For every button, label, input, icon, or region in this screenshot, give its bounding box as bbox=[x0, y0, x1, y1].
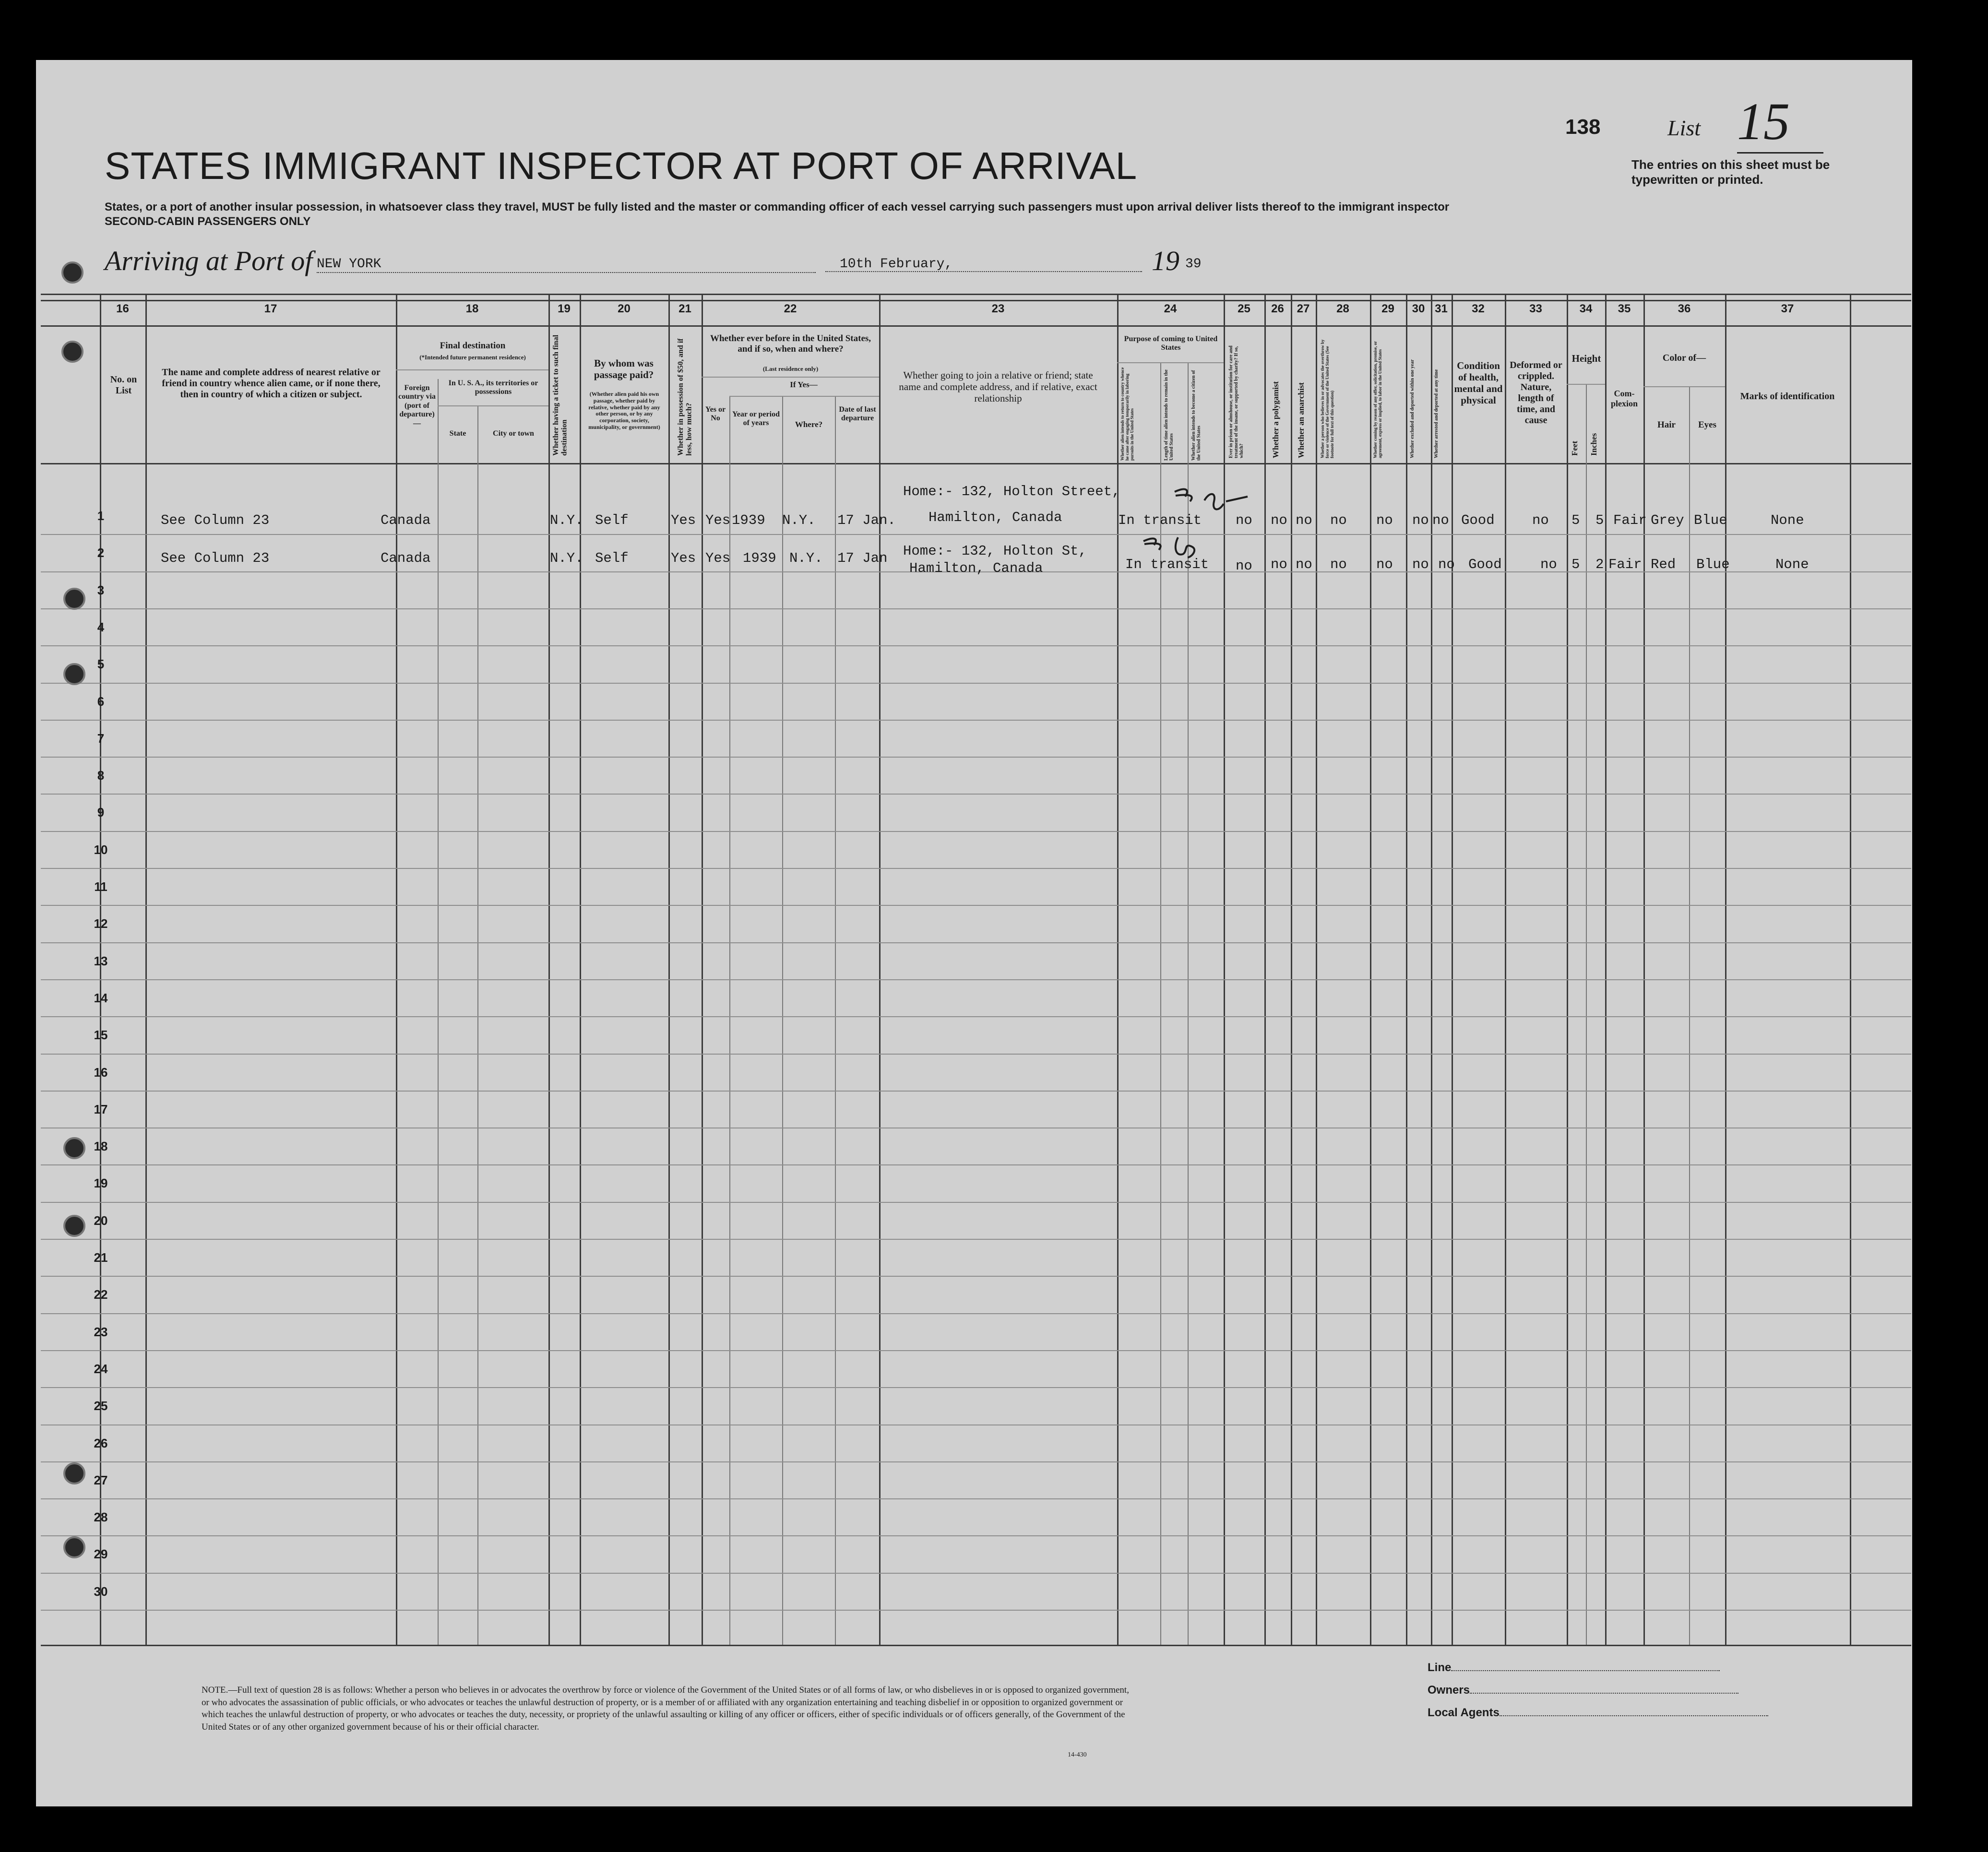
row-number: 30 bbox=[94, 1584, 108, 1599]
header-ever-before-note: (Last residence only) bbox=[762, 365, 819, 372]
row-rule bbox=[41, 1387, 1911, 1388]
foreign-country-cell: Canada bbox=[381, 550, 431, 566]
row-number: 19 bbox=[94, 1176, 108, 1190]
column-number: 32 bbox=[1472, 302, 1485, 315]
row-rule bbox=[41, 608, 1911, 609]
column-number: 28 bbox=[1336, 302, 1349, 315]
port-field bbox=[317, 257, 816, 273]
row-rule bbox=[41, 868, 1911, 869]
binder-hole bbox=[63, 588, 85, 610]
column-number: 31 bbox=[1435, 302, 1448, 315]
header-fifty-dollars: Whether in possession of $50, and if less, how much? bbox=[677, 338, 693, 456]
last-departure-cell: 17 Jan. bbox=[837, 512, 896, 528]
row-number: 25 bbox=[94, 1399, 108, 1413]
binder-hole bbox=[63, 1536, 85, 1558]
column-number: 16 bbox=[116, 302, 129, 315]
joining-line-1: Home:- 132, Holton St, bbox=[903, 543, 1087, 559]
row-number: 12 bbox=[94, 916, 108, 931]
header-height: Height bbox=[1571, 353, 1601, 364]
list-label: List bbox=[1667, 116, 1701, 140]
row-number: 7 bbox=[97, 731, 105, 746]
column-number: 36 bbox=[1678, 302, 1691, 315]
year-suffix: 39 bbox=[1185, 257, 1202, 272]
header-deformed: Deformed or crippled. Nature, length of time, and cause bbox=[1510, 360, 1562, 426]
polygamist-cell: no bbox=[1271, 557, 1287, 572]
passage-paid-cell: Self bbox=[595, 550, 629, 566]
list-number: 15 bbox=[1737, 91, 1823, 154]
row-number: 16 bbox=[94, 1065, 108, 1080]
header-purpose-a: Whether alien intends to return to country whence he came after engaging temporarily in laboring pursuits in the United States bbox=[1120, 367, 1134, 461]
header-state: State bbox=[449, 429, 466, 438]
row-number: 2 bbox=[97, 546, 105, 560]
column-number: 34 bbox=[1579, 302, 1593, 315]
purpose-cell: In transit bbox=[1118, 512, 1202, 528]
date-field bbox=[825, 257, 1142, 272]
column-number: 18 bbox=[465, 302, 479, 315]
q29-cell: no bbox=[1376, 557, 1393, 572]
row-number: 4 bbox=[97, 620, 105, 634]
row-rule bbox=[41, 1016, 1911, 1017]
row-rule bbox=[41, 1498, 1911, 1499]
hair-cell: Red bbox=[1651, 557, 1676, 572]
passage-paid-cell: Self bbox=[595, 512, 629, 528]
row-rule bbox=[41, 1091, 1911, 1092]
has-fifty-cell: Yes bbox=[671, 550, 696, 566]
q30-cell: no bbox=[1412, 557, 1429, 572]
row-rule bbox=[41, 1239, 1911, 1240]
header-anarchist: Whether an anarchist bbox=[1297, 382, 1306, 458]
row-rule bbox=[41, 979, 1911, 980]
column-number: 20 bbox=[618, 302, 631, 315]
q31-cell: no bbox=[1432, 512, 1449, 528]
column-number: 27 bbox=[1297, 302, 1310, 315]
column-number: 35 bbox=[1618, 302, 1631, 315]
header-polygamist: Whether a polygamist bbox=[1271, 381, 1280, 458]
header-final-destination: Final destination bbox=[440, 341, 506, 351]
column-number: 23 bbox=[991, 302, 1005, 315]
header-color-of: Color of— bbox=[1662, 353, 1706, 363]
feet-cell: 5 bbox=[1571, 557, 1580, 572]
handwritten-mark bbox=[1171, 482, 1252, 525]
binder-hole bbox=[61, 261, 83, 284]
header-city: City or town bbox=[493, 429, 534, 438]
row-rule bbox=[41, 831, 1911, 832]
row-number: 27 bbox=[94, 1473, 108, 1487]
year-prefix: 19 bbox=[1152, 245, 1179, 276]
before-year-cell: 1939 bbox=[743, 550, 776, 566]
column-number: 30 bbox=[1412, 302, 1425, 315]
q31-cell: no bbox=[1438, 557, 1455, 572]
complexion-cell: Fair bbox=[1608, 557, 1642, 572]
header-joining: Whether going to join a relative or friend; state name and complete address, and if relative, exact relationship bbox=[899, 369, 1097, 404]
column-number: 26 bbox=[1271, 302, 1284, 315]
row-rule bbox=[41, 757, 1911, 758]
row-rule bbox=[41, 1535, 1911, 1536]
deformed-cell: no bbox=[1532, 512, 1549, 528]
inches-cell: 5 bbox=[1595, 512, 1604, 528]
sheet-number: 138 bbox=[1565, 115, 1601, 139]
header-ticket: Whether having a ticket to such final destination bbox=[552, 334, 569, 456]
manifest-sheet bbox=[36, 60, 1912, 1806]
before-yesno-cell: Yes bbox=[705, 512, 731, 528]
row-rule bbox=[41, 1573, 1911, 1574]
joining-line-1: Home:- 132, Holton Street, bbox=[903, 484, 1120, 499]
hair-cell: Grey bbox=[1651, 512, 1684, 528]
row-rule bbox=[41, 645, 1911, 646]
before-year-cell: 1939 bbox=[732, 512, 765, 528]
polygamist-cell: no bbox=[1271, 512, 1287, 528]
column-number: 29 bbox=[1381, 302, 1394, 315]
row-rule bbox=[41, 1202, 1911, 1203]
date-value: 10th February, bbox=[840, 257, 953, 272]
header-prison: Ever in prison or almshouse, or institution for care and treatment of the insane, or supported by charity? If so, which? bbox=[1228, 345, 1244, 458]
row-number: 15 bbox=[94, 1028, 108, 1042]
row-rule bbox=[41, 1276, 1911, 1277]
eyes-cell: Blue bbox=[1696, 557, 1730, 572]
column-number: 37 bbox=[1781, 302, 1794, 315]
has-fifty-cell: Yes bbox=[671, 512, 696, 528]
line-field bbox=[1428, 1658, 1720, 1674]
row-number: 28 bbox=[94, 1510, 108, 1524]
row-rule bbox=[41, 1164, 1911, 1165]
row-rule bbox=[41, 1350, 1911, 1351]
row-rule bbox=[41, 905, 1911, 906]
marks-cell: None bbox=[1775, 557, 1809, 572]
handwritten-mark bbox=[1140, 533, 1221, 566]
anarchist-cell: no bbox=[1296, 557, 1312, 572]
header-q28: Whether a person who believes in or advocates the overthrow by force or violence of the Government of the United States (See footnote for full text of this question) bbox=[1320, 339, 1334, 458]
column-number: 24 bbox=[1164, 302, 1177, 315]
header-final-destination-note: (*Intended future permanent residence) bbox=[419, 354, 526, 361]
row-number: 21 bbox=[94, 1250, 108, 1265]
before-where-cell: N.Y. bbox=[782, 512, 816, 528]
binder-hole bbox=[63, 1137, 85, 1159]
last-departure-cell: 17 Jan bbox=[837, 550, 888, 566]
question-28-note: NOTE.—Full text of question 28 is as follows: Whether a person who believes in or advocates the overthrow by force or violence of the Government of the United States or of all forms of law, or who disbelieves in or is opposed to organized government, or who advocates the assassination of public officials, or who advocates or teaches the unlawful destruction of property, or is a member of or affiliated with any organization entertaining and teaching disbelief in or opposition to organized government or which teaches the unlawful destruction of property, or who advocates or teaches the duty, necessity, or propriety of the unlawful assaulting or killing of any officer or officers, either of specific individuals or of officers generally, of the Government of the United States or of any other organized government because of his or their official character. bbox=[202, 1685, 1129, 1732]
row-number: 11 bbox=[94, 879, 107, 894]
binder-hole bbox=[61, 341, 83, 363]
header-purpose: Purpose of coming to United States bbox=[1124, 335, 1218, 352]
prison-cell: no bbox=[1236, 512, 1252, 528]
header-last-departure: Date of last departure bbox=[839, 405, 876, 423]
form-title: STATES IMMIGRANT INSPECTOR AT PORT OF ARRIVAL bbox=[105, 144, 1138, 187]
header-where: Where? bbox=[795, 420, 823, 429]
anarchist-cell: no bbox=[1296, 512, 1312, 528]
form-code: 14-430 bbox=[1068, 1751, 1087, 1758]
q29-cell: no bbox=[1376, 512, 1393, 528]
q28-cell: no bbox=[1330, 557, 1347, 572]
owners-label: Owners bbox=[1428, 1684, 1470, 1697]
header-purpose-b: Length of time alien intends to remain in the United States bbox=[1164, 369, 1174, 461]
header-feet: Feet bbox=[1570, 440, 1579, 456]
row-rule bbox=[41, 683, 1911, 684]
before-yesno-cell: Yes bbox=[705, 550, 731, 566]
deformed-cell: no bbox=[1540, 557, 1557, 572]
column-number: 21 bbox=[679, 302, 691, 315]
row-rule bbox=[41, 1054, 1911, 1055]
header-year: Year or period of years bbox=[732, 410, 780, 427]
column-number: 22 bbox=[784, 302, 797, 315]
row-rule bbox=[41, 1461, 1911, 1462]
header-yes-no: Yes or No bbox=[705, 405, 726, 423]
before-where-cell: N.Y. bbox=[789, 550, 823, 566]
column-number: 25 bbox=[1238, 302, 1250, 315]
owners-field bbox=[1428, 1680, 1738, 1697]
row-number: 14 bbox=[94, 991, 108, 1005]
port-value: NEW YORK bbox=[317, 257, 381, 272]
header-ever-before: Whether ever before in the United States, and if so, when and where? bbox=[710, 333, 871, 354]
row-number: 18 bbox=[94, 1139, 108, 1153]
row-number: 24 bbox=[94, 1362, 108, 1376]
q28-cell: no bbox=[1330, 512, 1347, 528]
relative-cell: See Column 23 bbox=[161, 512, 270, 528]
header-relative: The name and complete address of nearest relative or friend in country whence alien came, or if none there, then in country of which a citizen or subject. bbox=[162, 367, 381, 400]
row-number: 13 bbox=[94, 954, 108, 968]
row-rule bbox=[41, 942, 1911, 943]
header-q29: Whether coming by reason of any offer, solicitation, promise, or agreement, express or implied, to labor in the United States bbox=[1373, 341, 1382, 458]
binder-hole bbox=[63, 1462, 85, 1484]
header-eyes: Eyes bbox=[1698, 420, 1716, 430]
header-marks: Marks of identification bbox=[1740, 391, 1835, 402]
header-no-on-list: No. on List bbox=[110, 374, 137, 396]
column-number: 33 bbox=[1529, 302, 1542, 315]
column-number: 17 bbox=[264, 302, 277, 315]
row-number: 29 bbox=[94, 1547, 108, 1561]
joining-line-2: Hamilton, Canada bbox=[909, 560, 1043, 576]
marks-cell: None bbox=[1771, 512, 1804, 528]
row-number: 22 bbox=[94, 1287, 108, 1302]
binder-hole bbox=[63, 663, 85, 685]
inches-cell: 2 bbox=[1595, 557, 1604, 572]
binder-hole bbox=[63, 1215, 85, 1237]
row-number: 3 bbox=[97, 583, 105, 597]
health-cell: Good bbox=[1461, 512, 1495, 528]
feet-cell: 5 bbox=[1571, 512, 1580, 528]
complexion-cell: Fair bbox=[1613, 512, 1647, 528]
header-foreign-country: Foreign country via (port of departure)— bbox=[398, 384, 436, 427]
row-rule bbox=[41, 1610, 1911, 1611]
row-number: 26 bbox=[94, 1436, 108, 1450]
arriving-label: Arriving at Port of bbox=[105, 245, 313, 276]
second-cabin-label: SECOND-CABIN PASSENGERS ONLY bbox=[105, 215, 311, 228]
header-passage-paid: By whom was passage paid? bbox=[594, 357, 654, 381]
row-rule bbox=[41, 794, 1911, 795]
row-number: 20 bbox=[94, 1213, 108, 1228]
row-number: 1 bbox=[97, 509, 105, 523]
foreign-country-cell: Canada bbox=[381, 512, 431, 528]
ticket-cell: N.Y. bbox=[550, 512, 583, 528]
row-number: 5 bbox=[97, 657, 105, 671]
header-complexion: Com- plexion bbox=[1610, 389, 1638, 408]
row-number: 17 bbox=[94, 1102, 108, 1116]
relative-cell: See Column 23 bbox=[161, 550, 270, 566]
row-rule bbox=[41, 534, 1911, 535]
header-hair: Hair bbox=[1657, 420, 1676, 430]
row-number: 8 bbox=[97, 768, 105, 783]
row-number: 6 bbox=[97, 694, 105, 709]
header-usa: In U. S. A., its territories or possessions bbox=[448, 379, 538, 396]
prison-cell: no bbox=[1236, 558, 1252, 574]
row-number: 9 bbox=[97, 805, 105, 819]
q30-cell: no bbox=[1412, 512, 1429, 528]
header-health: Condition of health, mental and physical bbox=[1454, 360, 1503, 406]
form-subtitle: States, or a port of another insular possession, in whatsoever class they travel, MUST be fully listed and the master or commanding officer of each vessel carrying such passengers must upon arrival deliver lists thereof to the immigrant inspector bbox=[105, 201, 1450, 214]
header-q30: Whether excluded and deported within one year bbox=[1410, 359, 1415, 458]
purpose-cell: In transit bbox=[1125, 557, 1209, 572]
entries-note: The entries on this sheet must be typewritten or printed. bbox=[1631, 157, 1830, 187]
health-cell: Good bbox=[1468, 557, 1502, 572]
header-q31: Whether arrested and deported at any time bbox=[1434, 369, 1439, 458]
eyes-cell: Blue bbox=[1694, 512, 1727, 528]
header-passage-paid-note: (Whether alien paid his own passage, whether paid by relative, whether paid by any other person, or by any corporation, society, municipality, or government) bbox=[588, 391, 660, 430]
agents-field bbox=[1428, 1703, 1768, 1720]
row-number: 10 bbox=[94, 843, 108, 857]
row-rule bbox=[41, 720, 1911, 721]
header-purpose-c: Whether alien intends to become a citizen of the United States bbox=[1191, 370, 1202, 461]
joining-line-2: Hamilton, Canada bbox=[929, 510, 1062, 525]
agents-label: Local Agents bbox=[1428, 1706, 1500, 1719]
header-inches: Inches bbox=[1589, 433, 1598, 456]
row-rule bbox=[41, 1313, 1911, 1314]
column-number: 19 bbox=[558, 302, 571, 315]
row-number: 23 bbox=[94, 1325, 108, 1339]
ticket-cell: N.Y. bbox=[550, 550, 583, 566]
header-if-yes: If Yes— bbox=[790, 380, 818, 389]
line-label: Line bbox=[1428, 1661, 1452, 1674]
